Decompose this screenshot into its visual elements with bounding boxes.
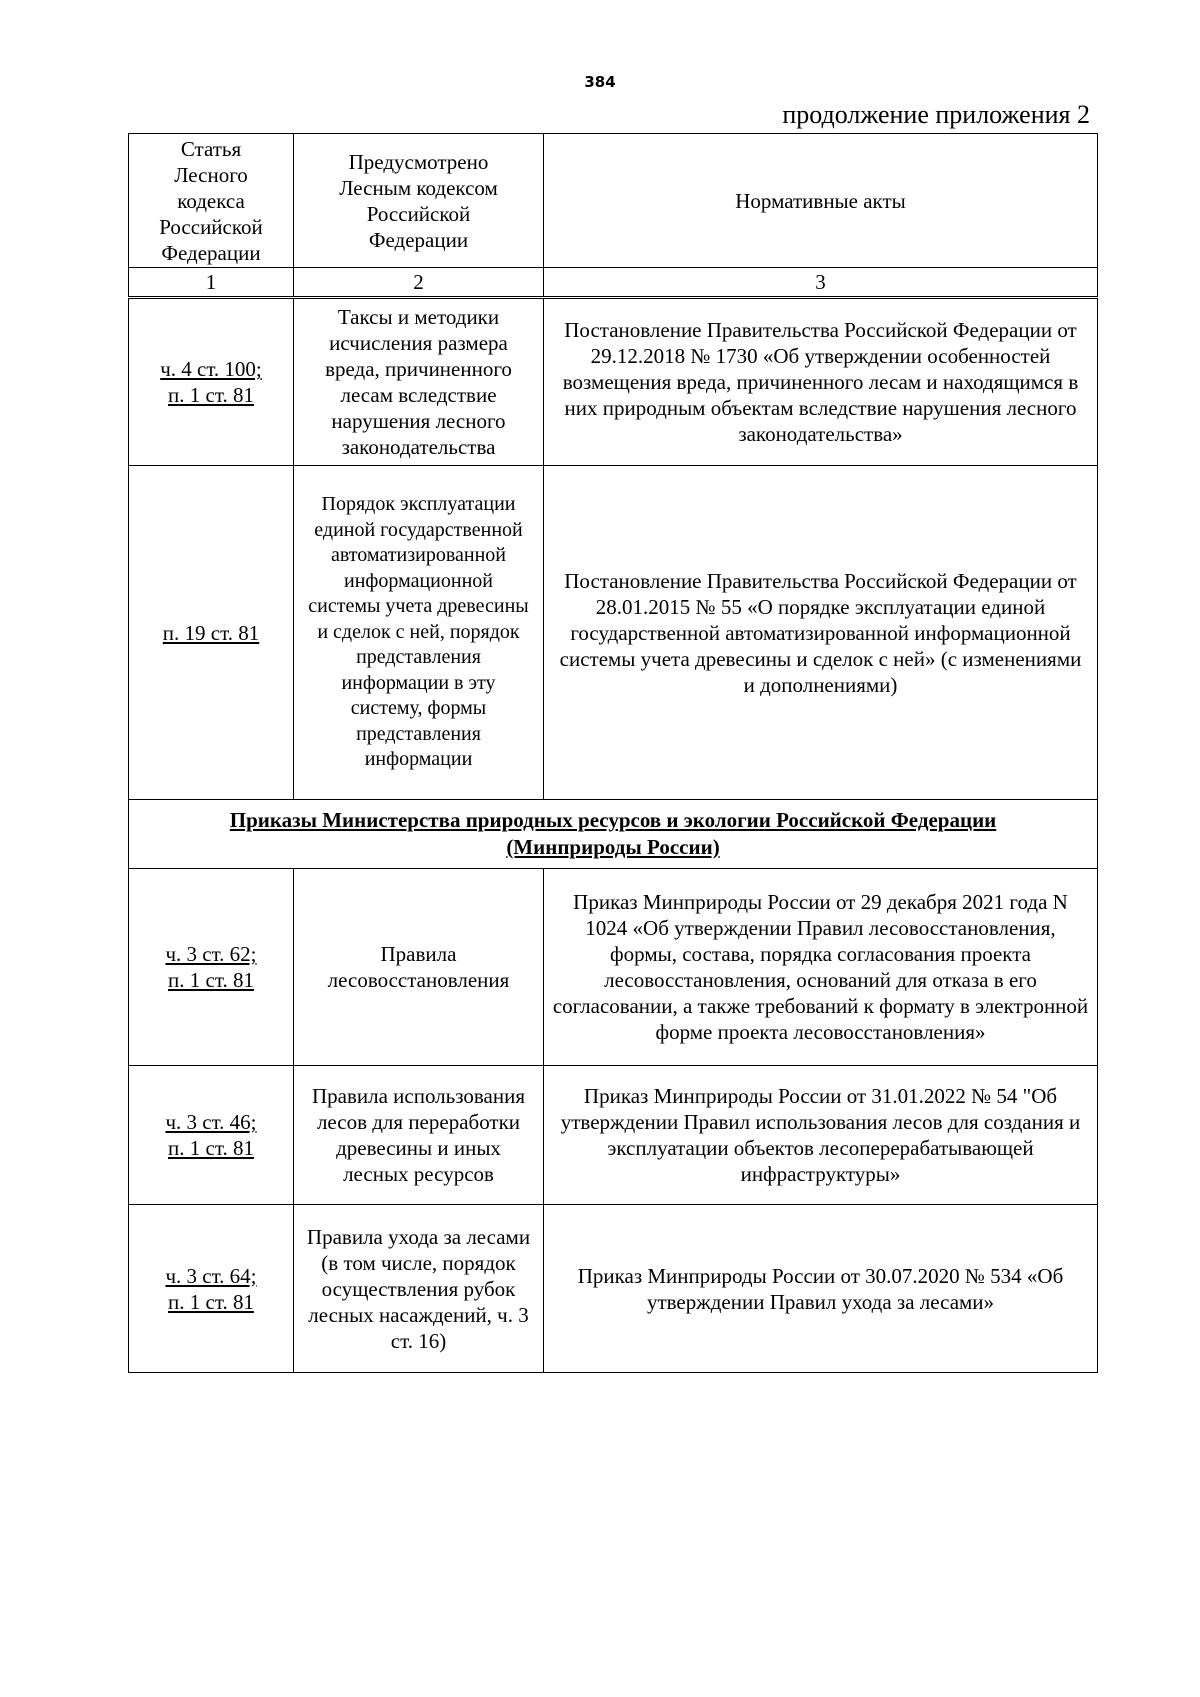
acts-cell: Постановление Правительства Российской Федерации от 29.12.2018 № 1730 «Об утверждении особенностей возмещения вреда, причиненного лесам и находящимся в них природным объектам вследствие нарушения лесного законодательства» xyxy=(544,298,1098,466)
article-link[interactable]: п. 1 ст. 81 xyxy=(168,1136,254,1160)
column-header: Предусмотрено Лесным кодексом Российской Федерации xyxy=(294,134,544,268)
article-link[interactable]: п. 1 ст. 81 xyxy=(168,968,254,992)
article-cell xyxy=(129,1066,294,1205)
section-heading-line: (Минприроды России) xyxy=(506,835,720,859)
table-row xyxy=(129,298,1098,466)
section-heading-row xyxy=(129,800,1098,869)
continuation-note: продолжение приложения 2 xyxy=(782,100,1090,129)
table-header-row xyxy=(129,134,1098,268)
column-numbers-row xyxy=(129,268,1098,298)
table-row xyxy=(129,1205,1098,1373)
column-number: 3 xyxy=(544,268,1098,298)
article-cell xyxy=(129,298,294,466)
section-heading-line: Приказы Министерства природных ресурсов и экологии Российской Федерации xyxy=(229,808,997,832)
provided-cell: Правила лесовосстановления xyxy=(294,869,544,1066)
section-heading xyxy=(129,800,1098,869)
article-link[interactable]: п. 1 ст. 81 xyxy=(168,383,254,407)
article-cell xyxy=(129,466,294,800)
article-cell xyxy=(129,869,294,1066)
table-row xyxy=(129,466,1098,800)
normative-acts-table xyxy=(128,133,1098,1373)
page-number: 384 xyxy=(584,73,616,91)
column-number: 2 xyxy=(294,268,544,298)
article-link[interactable]: ч. 3 ст. 64; xyxy=(165,1263,257,1288)
article-link[interactable]: п. 1 ст. 81 xyxy=(168,1289,254,1314)
provided-cell: Правила ухода за лесами (в том числе, порядок осуществления рубок лесных насаждений, ч. 3 ст. 16) xyxy=(294,1205,544,1373)
table-row xyxy=(129,1066,1098,1205)
acts-cell: Постановление Правительства Российской Федерации от 28.01.2015 № 55 «О порядке эксплуатации единой государственной автоматизированной информационной системы учета древесины и сделок с ней» (с изменениями и дополнениями) xyxy=(544,466,1098,800)
provided-cell: Порядок эксплуатации единой государственной автоматизированной информационной системы учета древесины и сделок с ней, порядок представления информации в эту систему, формы представления информации xyxy=(294,466,544,800)
acts-cell: Приказ Минприроды России от 31.01.2022 № 54 "Об утверждении Правил использования лесов для создания и эксплуатации объектов лесоперерабатывающей инфраструктуры» xyxy=(544,1066,1098,1205)
article-link[interactable]: ч. 4 ст. 100; xyxy=(160,357,262,381)
provided-cell: Таксы и методики исчисления размера вреда, причиненного лесам вследствие нарушения лесного законодательства xyxy=(294,298,544,466)
column-number: 1 xyxy=(129,268,294,298)
acts-cell: Приказ Минприроды России от 29 декабря 2021 года N 1024 «Об утверждении Правил лесовосстановления, формы, состава, порядка согласования проекта лесовосстановления, оснований для отказа в его согласовании, а также требований к формату в электронной форме проекта лесовосстановления» xyxy=(544,869,1098,1066)
article-link[interactable]: ч. 3 ст. 46; xyxy=(165,1110,257,1134)
table-row xyxy=(129,869,1098,1066)
provided-cell: Правила использования лесов для переработки древесины и иных лесных ресурсов xyxy=(294,1066,544,1205)
column-header: Нормативные акты xyxy=(544,134,1098,268)
article-link[interactable]: ч. 3 ст. 62; xyxy=(165,942,257,966)
column-header: Статья Лесного кодекса Российской Федерации xyxy=(129,134,294,268)
article-cell xyxy=(129,1205,294,1373)
acts-cell: Приказ Минприроды России от 30.07.2020 № 534 «Об утверждении Правил ухода за лесами» xyxy=(544,1205,1098,1373)
article-link[interactable]: п. 19 ст. 81 xyxy=(162,620,260,645)
